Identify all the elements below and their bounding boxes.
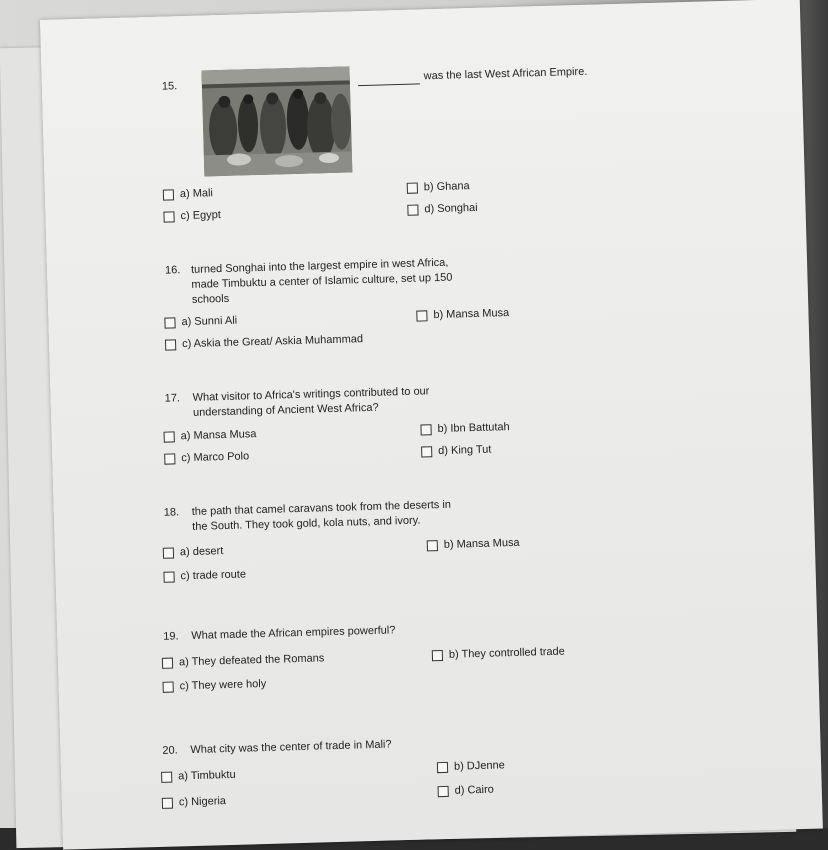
question-19-number: 19.: [163, 630, 179, 643]
question-20-text: What city was the center of trade in Mali?: [190, 738, 392, 757]
option-label: c) Askia the Great/ Askia Muhammad: [181, 333, 364, 351]
question-17-number: 17.: [164, 392, 181, 405]
q15-option-a[interactable]: [163, 187, 213, 200]
option-label: a) desert: [179, 545, 224, 559]
q15-option-b[interactable]: [407, 180, 470, 194]
checkbox[interactable]: [421, 446, 432, 457]
checkbox[interactable]: [163, 211, 174, 222]
question-16-line-1: turned Songhai into the largest empire in west Africa,: [190, 256, 449, 276]
option-label: a) They defeated the Romans: [178, 652, 325, 669]
question-15-blank: [358, 83, 420, 86]
q18-option-c[interactable]: [163, 568, 246, 582]
checkbox[interactable]: [420, 424, 431, 435]
option-label: a) Mali: [179, 187, 214, 201]
option-label: a) Timbuktu: [178, 768, 236, 783]
option-label: b) Mansa Musa: [443, 536, 520, 551]
option-label: c) Nigeria: [178, 795, 227, 809]
option-label: b) Mansa Musa: [433, 307, 510, 322]
checkbox[interactable]: [164, 453, 175, 464]
checkbox[interactable]: [163, 571, 174, 582]
question-16-number: 16.: [164, 264, 181, 277]
q18-option-b[interactable]: [427, 537, 520, 552]
q16-option-c[interactable]: [165, 333, 363, 351]
q15-option-d[interactable]: [407, 202, 478, 216]
option-label: d) Songhai: [424, 201, 478, 216]
market-crowd-image: [201, 66, 352, 176]
checkbox[interactable]: [427, 540, 438, 551]
q20-option-b[interactable]: [437, 759, 505, 773]
question-17-line-2: understanding of Ancient West Africa?: [192, 401, 379, 419]
option-label: b) Ibn Battutah: [437, 421, 510, 436]
question-16-line-3: schools: [191, 292, 230, 306]
checkbox[interactable]: [437, 761, 448, 772]
worksheet-page: [40, 0, 823, 850]
question-17-text: [192, 384, 430, 421]
q17-option-b[interactable]: [420, 421, 509, 435]
option-label: c) Egypt: [180, 209, 222, 223]
checkbox[interactable]: [438, 785, 449, 796]
question-18-text: [192, 498, 452, 535]
checkbox[interactable]: [165, 339, 176, 350]
q17-option-a[interactable]: [164, 428, 257, 443]
q16-option-a[interactable]: [164, 315, 237, 329]
checkbox[interactable]: [162, 797, 173, 808]
checkbox[interactable]: [432, 650, 443, 661]
q16-option-b[interactable]: [416, 307, 509, 322]
q17-option-c[interactable]: [164, 450, 249, 464]
question-20-number: 20.: [162, 744, 178, 757]
question-18-number: 18.: [163, 506, 180, 519]
question-16-line-2: made Timbuktu a center of Islamic culture, set up 150: [191, 271, 453, 291]
checkbox[interactable]: [164, 317, 175, 328]
option-label: c) trade route: [180, 568, 247, 583]
checkbox[interactable]: [161, 771, 172, 782]
question-17-line-1: What visitor to Africa's writings contributed to our: [192, 385, 430, 404]
checkbox[interactable]: [407, 182, 418, 193]
option-label: b) They controlled trade: [448, 645, 565, 661]
question-19-text: What made the African empires powerful?: [191, 624, 396, 643]
checkbox[interactable]: [163, 547, 174, 558]
q19-option-b[interactable]: [432, 646, 565, 662]
checkbox[interactable]: [416, 310, 427, 321]
question-15-photo: [201, 66, 352, 176]
option-label: c) Marco Polo: [181, 450, 250, 465]
option-label: d) King Tut: [438, 443, 492, 458]
q20-option-a[interactable]: [161, 769, 236, 783]
option-label: a) Sunni Ali: [181, 314, 238, 329]
q19-option-a[interactable]: [162, 652, 325, 669]
question-15-text: was the last West African Empire.: [423, 65, 588, 83]
q18-option-a[interactable]: [163, 545, 224, 559]
option-label: b) DJenne: [453, 759, 505, 773]
question-16-text: [191, 256, 453, 308]
checkbox[interactable]: [163, 681, 174, 692]
q17-option-d[interactable]: [421, 444, 492, 458]
q19-option-c[interactable]: [162, 678, 266, 693]
checkbox[interactable]: [164, 431, 175, 442]
q15-option-c[interactable]: [163, 209, 221, 223]
option-label: a) Mansa Musa: [180, 428, 257, 443]
question-18-line-1: the path that camel caravans took from the deserts in: [191, 498, 452, 518]
option-label: b) Ghana: [423, 180, 470, 194]
question-15-number: 15.: [161, 80, 178, 93]
question-18-line-2: the South. They took gold, kola nuts, and ivory.: [192, 514, 421, 533]
checkbox[interactable]: [407, 204, 418, 215]
option-label: c) They were holy: [179, 677, 267, 693]
checkbox[interactable]: [163, 189, 174, 200]
q20-option-c[interactable]: [162, 795, 226, 809]
option-label: d) Cairo: [454, 783, 494, 797]
checkbox[interactable]: [162, 657, 173, 668]
q20-option-d[interactable]: [438, 784, 494, 798]
